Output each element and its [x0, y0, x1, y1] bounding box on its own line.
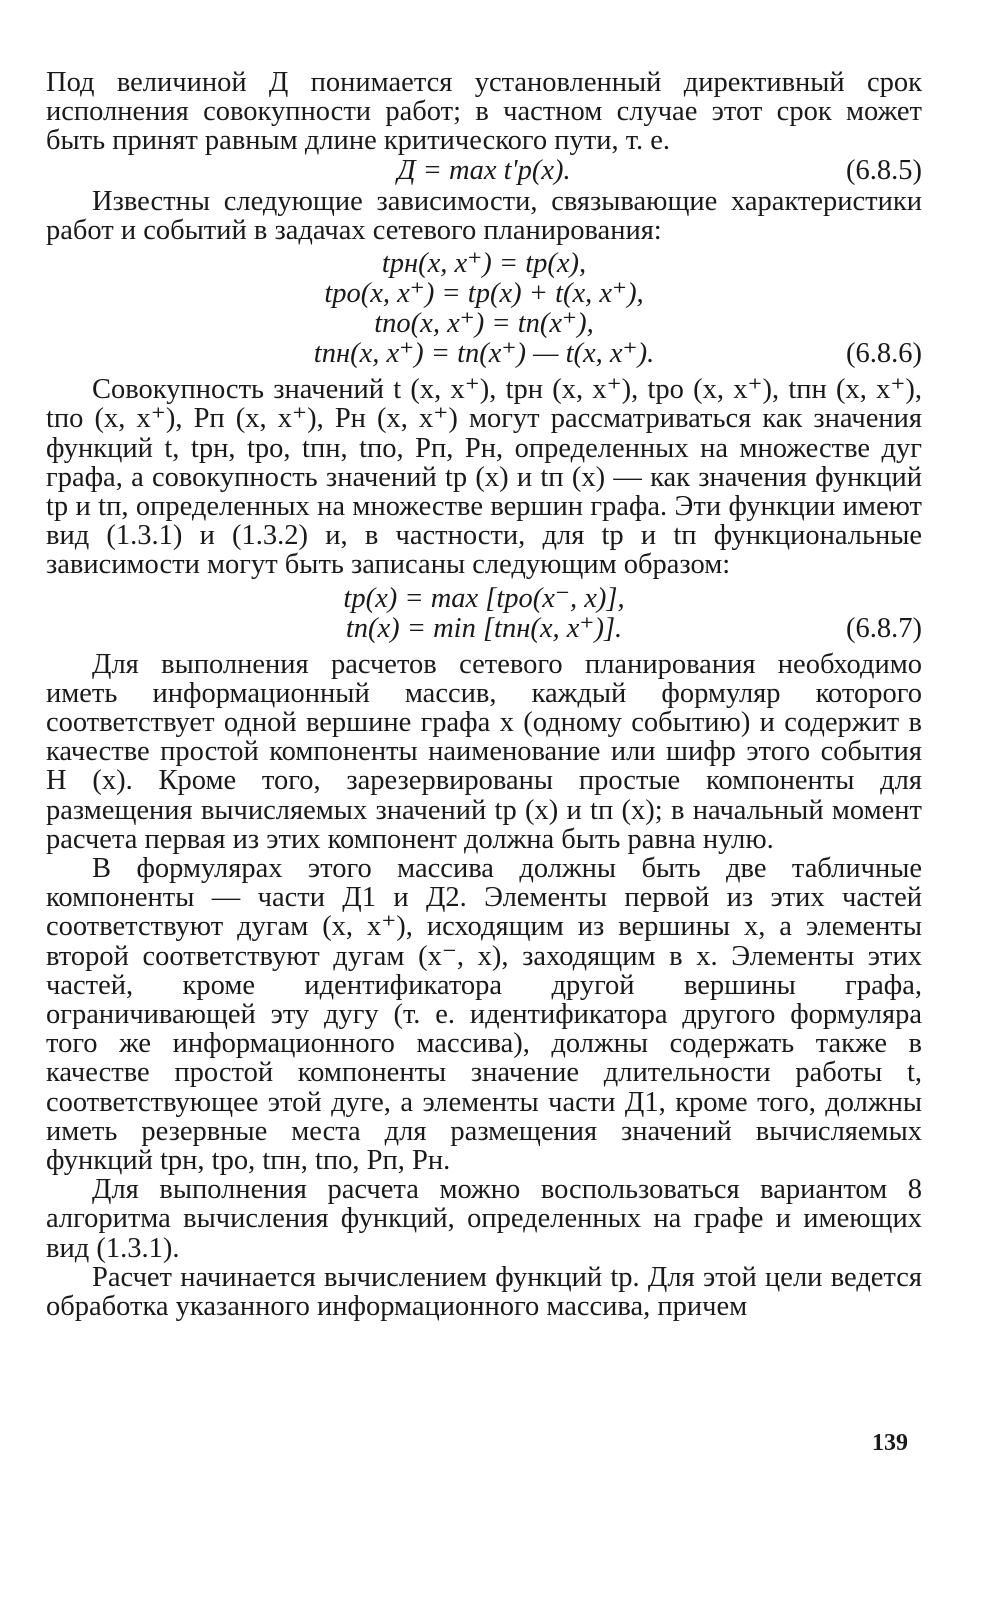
equation-6-8-6-line-1: [46, 249, 922, 279]
equation-6-8-7-line-2: [46, 614, 922, 644]
paragraph-3-text: Совокупность значений t (x, x⁺), tрн (x, x⁺), tро (x, x⁺), tпн (x, x⁺), tпо (x, x⁺), Pп (x, x⁺), Pн (x, x⁺) могут рассматриваться как значения функций t, tрн, tро, tпн, tпо, Pп, Pн, определенных на множестве дуг графа, а совокупность значений tр (x) и tп (x) — как значения функций tр и tп, определенных на множестве вершин графа. Эти функции имеют вид (1.3.1) и (1.3.2) и, в частности, для tр и tп функциональные зависимости могут быть записаны следующим образом:: [46, 374, 922, 581]
paragraph-5: [46, 854, 922, 1175]
page-content: [46, 68, 922, 1321]
paragraph-1-text: Под величиной Д понимается установленный директивный срок исполнения совокупности работ; в частном случае этот срок может быть принят равным длине критического пути, т. е.: [46, 67, 922, 157]
equation-line-text: tр(x) = max [tро(x⁻, x)],: [343, 582, 625, 614]
paragraph-1: [46, 68, 922, 156]
equation-6-8-5: [46, 156, 922, 185]
equation-block-6-8-6: [46, 245, 922, 375]
equation-6-8-7-line-1: [46, 584, 922, 614]
paragraph-4-text: Для выполнения расчетов сетевого планирования необходимо иметь информационный массив, каждый формуляр которого соответствует одной вершине графа x (одному событию) и содержит в качестве простой компоненты наименование или шифр этого события H (x). Кроме того, зарезервированы простые компоненты для размещения вычисляемых значений tр (x) и tп (x); в начальный момент расчета первая из этих компонент должна быть равна нулю.: [46, 648, 922, 855]
paragraph-7: [46, 1263, 922, 1321]
equation-6-8-5-body: Д = max t'р(x).: [397, 154, 571, 186]
equation-block-6-8-7: [46, 580, 922, 650]
equation-line-text: tпн(x, x⁺) = tп(x⁺) — t(x, x⁺).: [313, 338, 655, 370]
paragraph-2: [46, 187, 922, 245]
equation-line-text: tп(x) = min [tпн(x, x⁺)].: [345, 612, 623, 644]
equation-line-text: tро(x, x⁺) = tр(x) + t(x, x⁺),: [324, 278, 644, 310]
paragraph-6-text: Для выполнения расчета можно воспользоваться вариантом 8 алгоритма вычисления функций, определенных на графе и имеющих вид (1.3.1).: [46, 1174, 922, 1264]
paragraph-7-text: Расчет начинается вычислением функций tр. Для этой цели ведется обработка указанного информационного массива, причем: [46, 1261, 922, 1323]
paragraph-6: [46, 1175, 922, 1263]
equation-6-8-6-line-4: [46, 339, 922, 369]
paragraph-5-text: В формулярах этого массива должны быть две табличные компоненты — части Д1 и Д2. Элементы первой из этих частей соответствуют дугам (x, x⁺), исходящим из вершины x, а элементы второй соответствуют дугам (x⁻, x), заходящим в x. Элементы этих частей, кроме идентификатора другой вершины графа, ограничивающей эту дугу (т. е. идентификатора другого формуляра того же информационного массива), должны содержать также в качестве простой компоненты значение длительности работы t, соответствующее этой дуге, а элементы части Д1, кроме того, должны иметь резервные места для размещения значений вычисляемых функций tрн, tро, tпн, tпо, Pп, Pн.: [46, 853, 922, 1177]
equation-line-text: tпо(x, x⁺) = tп(x⁺),: [374, 308, 594, 340]
equation-6-8-5-number: (6.8.5): [846, 154, 922, 186]
equation-6-8-7-number: (6.8.7): [846, 612, 922, 644]
paragraph-4: [46, 650, 922, 854]
paragraph-2-text: Известны следующие зависимости, связывающие характеристики работ и событий в задачах сетевого планирования:: [46, 185, 922, 246]
equation-6-8-6-line-3: [46, 309, 922, 339]
paragraph-3: [46, 375, 922, 579]
equation-6-8-6-line-2: [46, 279, 922, 309]
equation-6-8-6-number: (6.8.6): [846, 338, 922, 370]
page-number: 139: [872, 1430, 908, 1456]
equation-line-text: tрн(x, x⁺) = tр(x),: [381, 248, 587, 280]
